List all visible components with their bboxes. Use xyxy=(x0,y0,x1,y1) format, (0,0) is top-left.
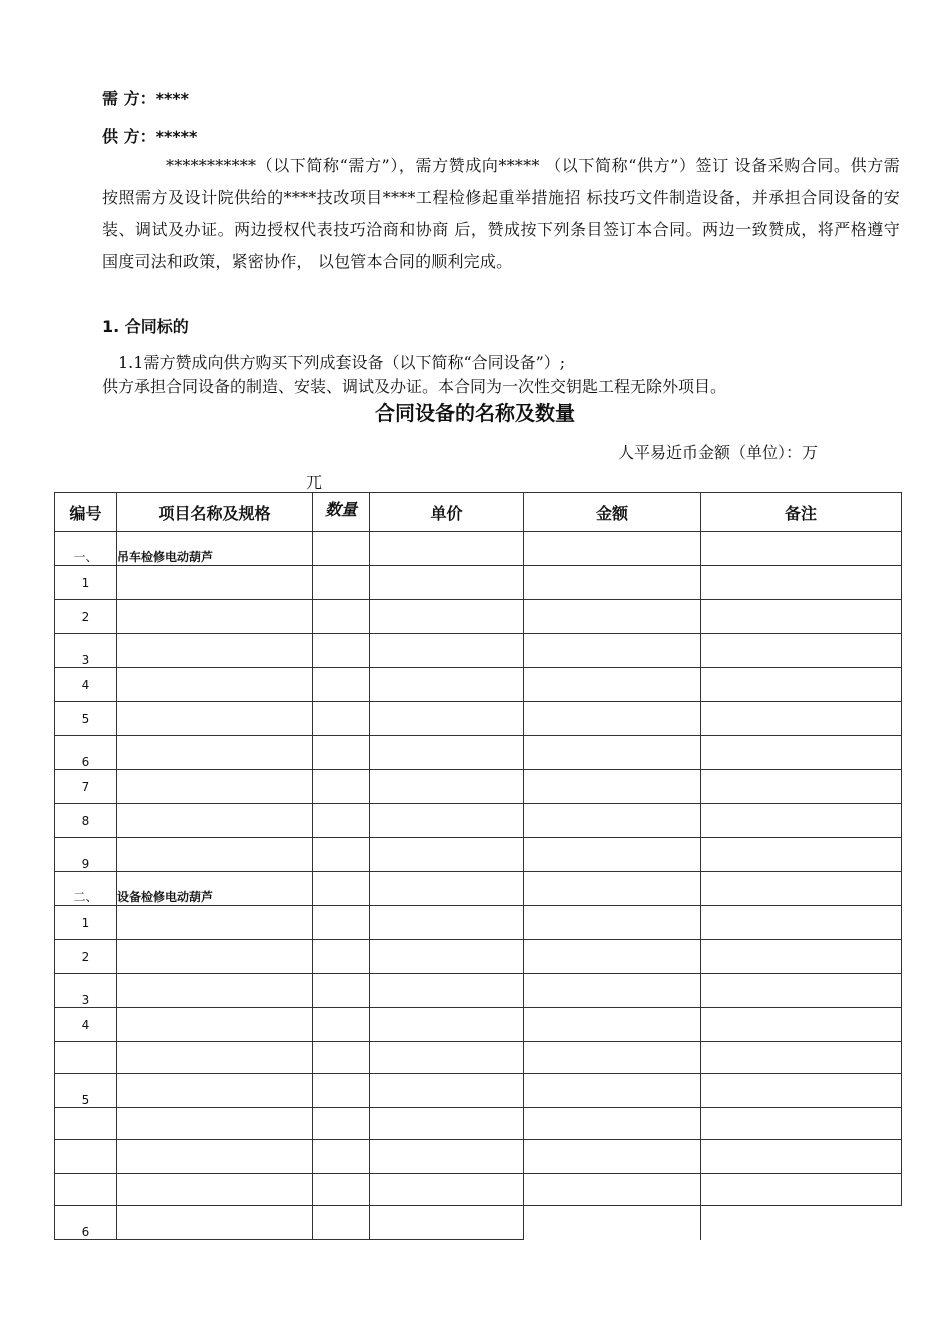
table-row xyxy=(55,804,902,838)
row-number xyxy=(55,1108,117,1140)
currency-note: 人平易近币金额（单位）：万 xyxy=(618,443,819,462)
row-number: 2 xyxy=(55,600,117,634)
table-row xyxy=(55,600,902,634)
table-row xyxy=(55,736,902,770)
row-number: 2 xyxy=(55,940,117,974)
row-number: 3 xyxy=(55,974,117,1008)
table-header-row xyxy=(55,493,902,532)
header-number: 编号 xyxy=(55,493,117,532)
clause-1-1: 1.1需方赞成向供方购买下列成套设备（以下简称“合同设备”）; xyxy=(118,353,566,372)
row-number: 4 xyxy=(55,1008,117,1042)
clause-line2: 供方承担合同设备的制造、安装、调试及办证。本合同为一次性交钥匙工程无除外项目。 xyxy=(102,377,727,396)
row-number: 1 xyxy=(55,906,117,940)
table-title: 合同设备的名称及数量 xyxy=(375,401,575,425)
row-number xyxy=(55,1174,117,1206)
supplier-party: 供 方：***** xyxy=(102,127,198,146)
buyer-party: 需 方：**** xyxy=(102,89,190,108)
table-row xyxy=(55,702,902,736)
row-number xyxy=(55,1042,117,1074)
row-number: 1 xyxy=(55,566,117,600)
table-row xyxy=(55,1042,902,1074)
section-row xyxy=(55,872,902,906)
table-row xyxy=(55,906,902,940)
row-number: 7 xyxy=(55,770,117,804)
section-index: 二、 xyxy=(55,872,117,906)
table-row xyxy=(55,974,902,1008)
currency-note-cont: 兀 xyxy=(306,473,323,492)
table-row xyxy=(55,940,902,974)
section-heading: 1. 合同标的 xyxy=(102,317,189,336)
table-row xyxy=(55,634,902,668)
table-row xyxy=(55,1206,902,1240)
row-number: 5 xyxy=(55,1074,117,1108)
table-row xyxy=(55,1074,902,1108)
section-name: 设备检修电动葫芦 xyxy=(117,872,313,906)
row-number xyxy=(55,1140,117,1174)
row-number: 6 xyxy=(55,736,117,770)
header-unit-price: 单价 xyxy=(370,493,524,532)
intro-paragraph: ***********（以下简称“需方”），需方赞成向***** （以下简称“供方”）签订 设备采购合同。供方需按照需方及设计院供给的****技改项目****工程检修起重举措施招 标技巧文件制造设备，并承担合同设备的安装、调试及办证。两边授权代表技巧洽商和协商 后，赞成按下列条目签订本合同。两边一致赞成，将严格遵守国度司法和政策，紧密协作， 以包管本合同的顺利完成。 xyxy=(102,156,900,271)
section-row xyxy=(55,532,902,566)
table-row xyxy=(55,1174,902,1206)
table-row xyxy=(55,1008,902,1042)
table-row xyxy=(55,838,902,872)
header-remarks: 备注 xyxy=(701,493,902,532)
section-index: 一、 xyxy=(55,532,117,566)
table-row xyxy=(55,1140,902,1174)
header-quantity: 数量 xyxy=(313,493,370,532)
row-number: 3 xyxy=(55,634,117,668)
row-number: 8 xyxy=(55,804,117,838)
row-number: 6 xyxy=(55,1206,117,1240)
row-number: 4 xyxy=(55,668,117,702)
table-row xyxy=(55,566,902,600)
table-row xyxy=(55,1108,902,1140)
header-item-name: 项目名称及规格 xyxy=(117,493,313,532)
section-name: 吊车检修电动葫芦 xyxy=(117,532,313,566)
table-row xyxy=(55,770,902,804)
header-amount: 金额 xyxy=(524,493,701,532)
table-row xyxy=(55,668,902,702)
row-number: 5 xyxy=(55,702,117,736)
row-number: 9 xyxy=(55,838,117,872)
equipment-table xyxy=(54,492,902,1240)
